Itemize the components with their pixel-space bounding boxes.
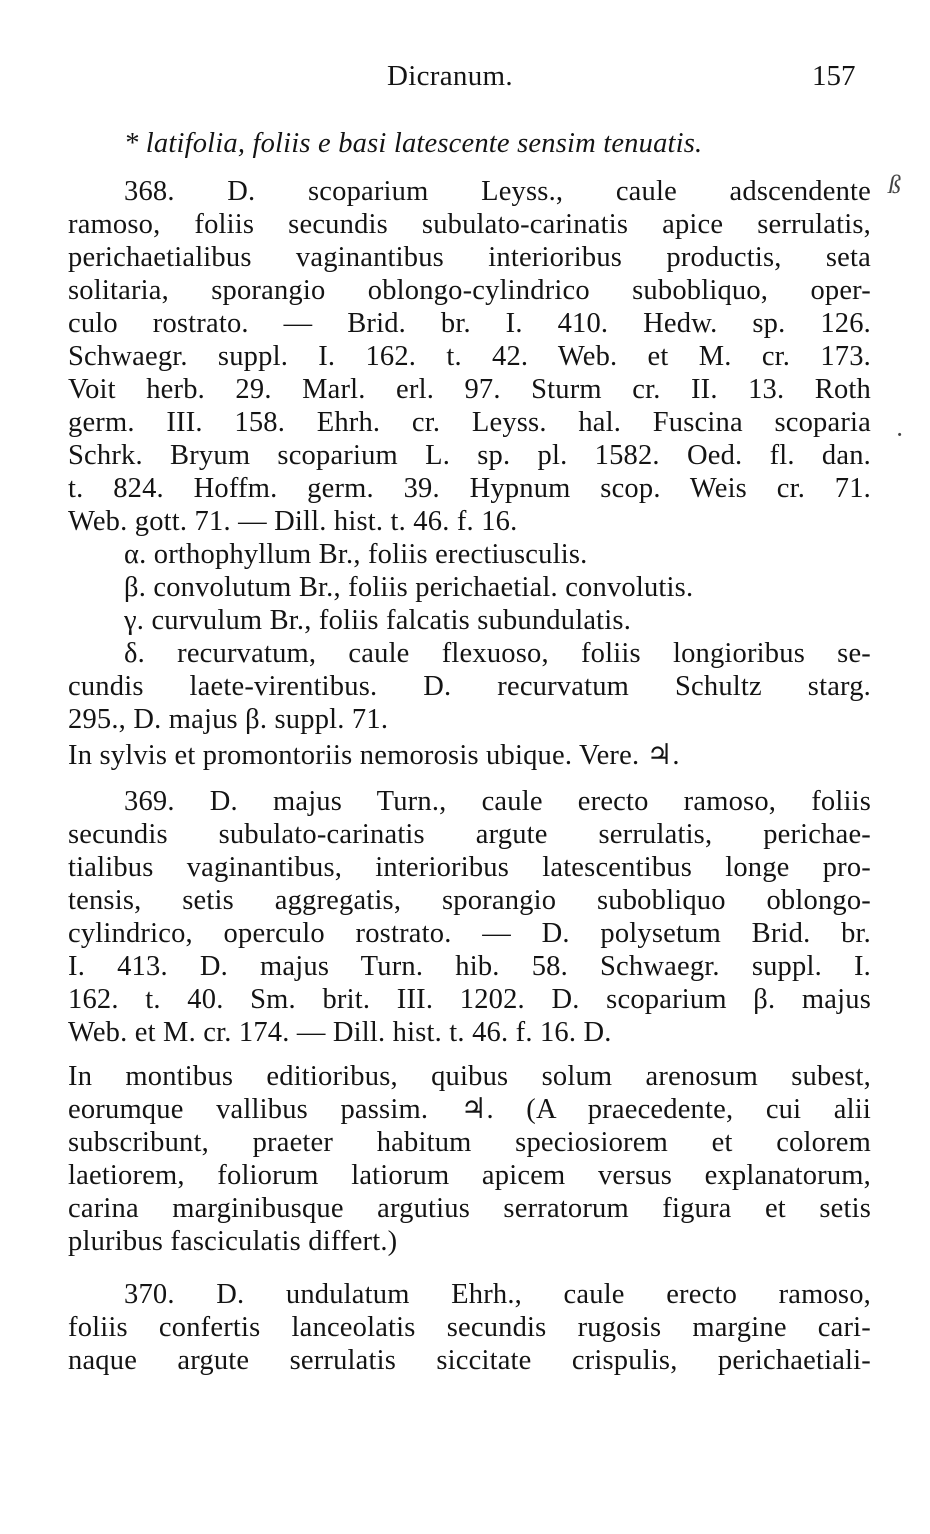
text-line: naque argute serrulatis siccitate crispulis, perichaetiali- (68, 1345, 871, 1376)
variety-line: γ. curvulum Br., foliis falcatis subundulatis. (124, 605, 632, 636)
text-line: 370. D. undulatum Ehrh., caule erecto ramoso, (124, 1279, 871, 1310)
text-line: solitaria, sporangio oblongo-cylindrico subobliquo, oper- (68, 275, 871, 306)
text-line: tensis, setis aggregatis, sporangio subobliquo oblongo- (68, 885, 871, 916)
text-line: eorumque vallibus passim. ♃. (A praecedente, cui alii (68, 1094, 871, 1125)
margin-mark: ß (888, 170, 901, 199)
text-line: pluribus fasciculatis differt.) (68, 1226, 398, 1257)
text-line: 162. t. 40. Sm. brit. III. 1202. D. scoparium β. majus (68, 984, 871, 1015)
text-line: Web. et M. cr. 174. — Dill. hist. t. 46. f. 16. D. (68, 1017, 612, 1048)
text-line: ramoso, foliis secundis subulato-carinatis apice serrulatis, (68, 209, 871, 240)
text-line: carina marginibusque argutius serratorum figura et setis (68, 1193, 871, 1224)
text-line: I. 413. D. majus Turn. hib. 58. Schwaegr. suppl. I. (68, 951, 871, 982)
habitat-line: In sylvis et promontoriis nemorosis ubique. Vere. ♃. (68, 740, 680, 771)
variety-line: δ. recurvatum, caule flexuoso, foliis longioribus se- (124, 638, 871, 669)
page-number: 157 (812, 60, 856, 92)
text-line: tialibus vaginantibus, interioribus latescentibus longe pro- (68, 852, 871, 883)
margin-mark: · (896, 420, 903, 449)
text-line: germ. III. 158. Ehrh. cr. Leyss. hal. Fuscina scoparia (68, 407, 871, 438)
running-title: Dicranum. (387, 60, 513, 92)
text-line: 295., D. majus β. suppl. 71. (68, 704, 389, 735)
text-line: subscribunt, praeter habitum speciosiorem et colorem (68, 1127, 871, 1158)
text-line: perichaetialibus vaginantibus interioribus productis, seta (68, 242, 871, 273)
text-line: secundis subulato-carinatis argute serrulatis, perichae- (68, 819, 871, 850)
text-line: 368. D. scoparium Leyss., caule adscendente (124, 176, 871, 207)
text-line: laetiorem, foliorum latiorum apicem versus explanatorum, (68, 1160, 871, 1191)
text-line: Schrk. Bryum scoparium L. sp. pl. 1582. Oed. fl. dan. (68, 440, 871, 471)
text-line: foliis confertis lanceolatis secundis rugosis margine cari- (68, 1312, 871, 1343)
text-line: Schwaegr. suppl. I. 162. t. 42. Web. et M. cr. 173. (68, 341, 871, 372)
variety-line: β. convolutum Br., foliis perichaetial. convolutis. (124, 572, 694, 603)
text-line: Voit herb. 29. Marl. erl. 97. Sturm cr. II. 13. Roth (68, 374, 871, 405)
text-line: Web. gott. 71. — Dill. hist. t. 46. f. 16. (68, 506, 518, 537)
text-line: cylindrico, operculo rostrato. — D. polysetum Brid. br. (68, 918, 871, 949)
text-line: cundis laete-virentibus. D. recurvatum Schultz starg. (68, 671, 871, 702)
habitat-line: In montibus editioribus, quibus solum arenosum subest, (68, 1061, 871, 1092)
variety-line: α. orthophyllum Br., foliis erectiusculis. (124, 539, 588, 570)
text-line: * latifolia, foliis e basi latescente sensim tenuatis. (124, 128, 703, 159)
text-line: culo rostrato. — Brid. br. I. 410. Hedw. sp. 126. (68, 308, 871, 339)
text-line: t. 824. Hoffm. germ. 39. Hypnum scop. Weis cr. 71. (68, 473, 871, 504)
text-line: 369. D. majus Turn., caule erecto ramoso, foliis (124, 786, 871, 817)
